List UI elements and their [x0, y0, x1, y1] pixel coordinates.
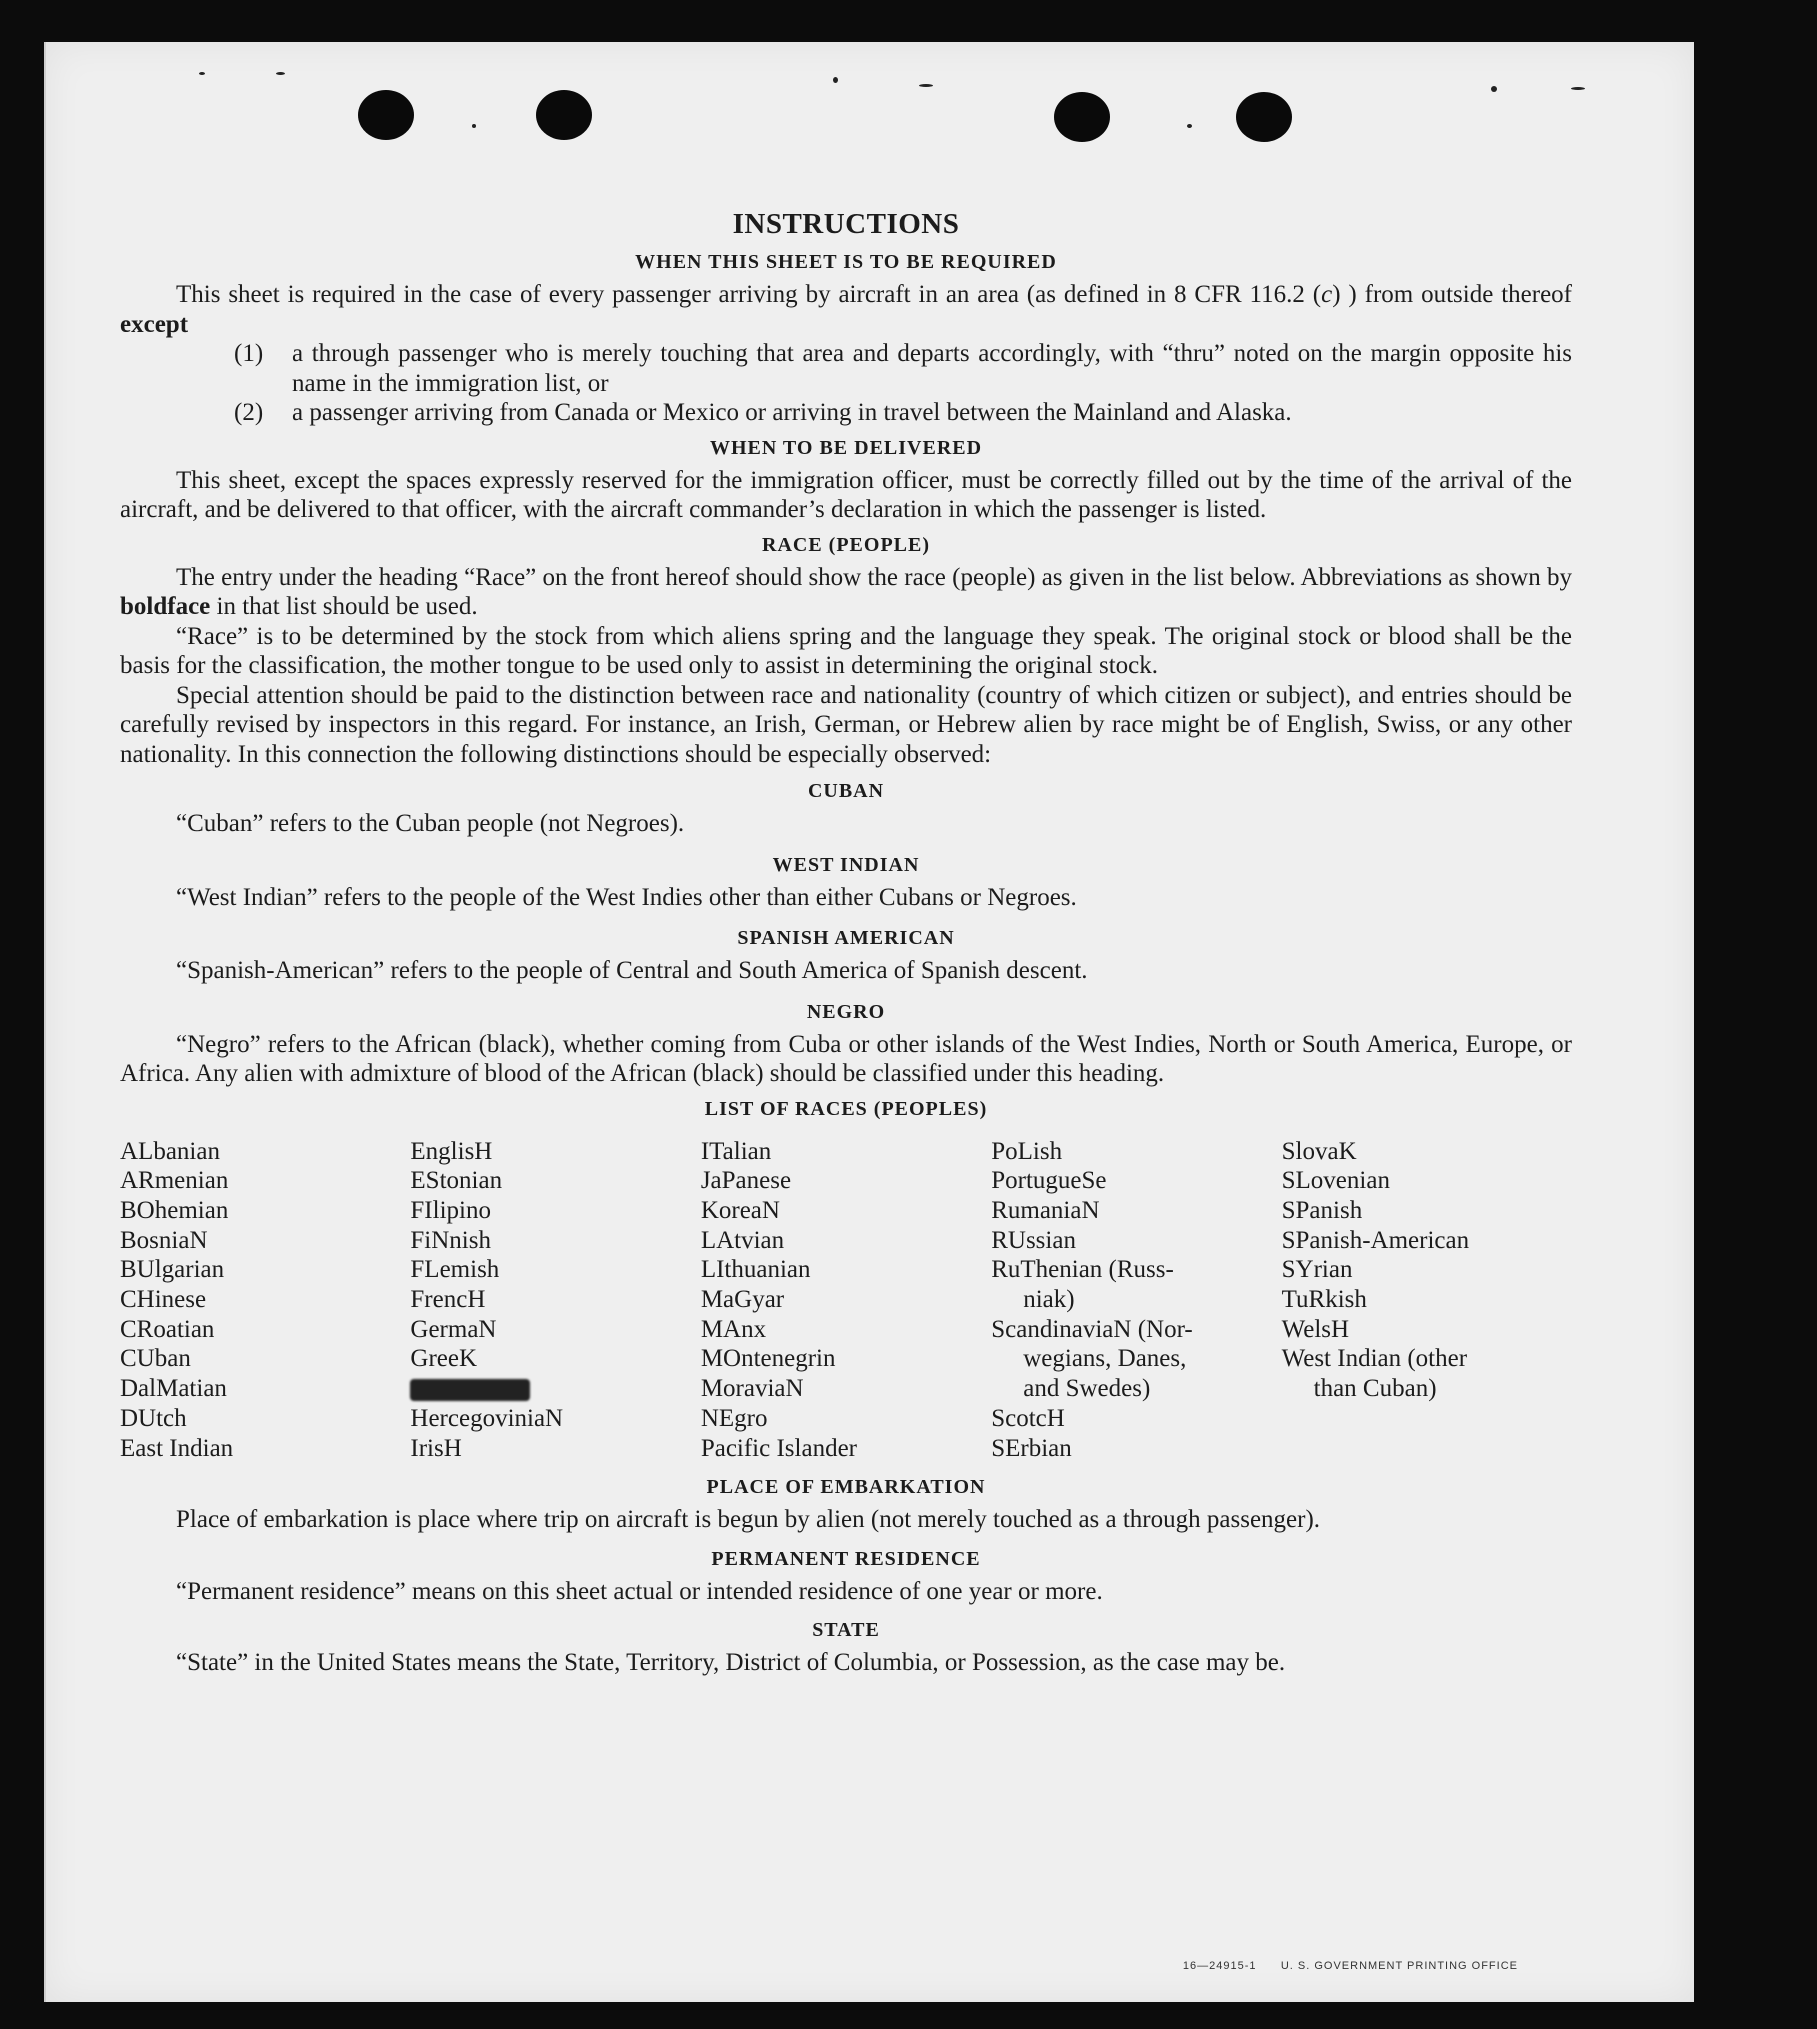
race-item: PortugueSe [991, 1167, 1107, 1195]
race-item: SlovaK [1281, 1137, 1357, 1165]
heading-negro: NEGRO [806, 1000, 886, 1023]
heading-spanish-american: SPANISH AMERICAN [737, 927, 955, 949]
race-item: DalMatian [120, 1375, 227, 1403]
race-item: CHinese [120, 1286, 207, 1314]
race-paragraph-3: Special attention should be paid to the distinction between race and nationality (country of which citizen or subject), and entries should be carefully revised by inspectors in this regard. For instance, an Irish, German, or Hebrew alien by race might be of English, Swiss, or any other nationality. In this connection the following distinctions should be especially observed: [120, 681, 1572, 768]
race-item: SLovenian [1281, 1167, 1390, 1195]
negro-paragraph: “Negro” refers to the African (black), whether coming from Cuba or other islands of the West Indies, North or South America, Europe, or Africa. Any alien with admixture of blood of the African (black) should be classified under this heading. [120, 1030, 1572, 1087]
race-item: SErbian [991, 1434, 1072, 1462]
speck [472, 124, 476, 128]
race-item: MaGyar [700, 1286, 785, 1314]
race-item: East Indian [120, 1434, 234, 1462]
race-item: CRoatian [120, 1315, 215, 1343]
speck [276, 72, 285, 75]
required-paragraph: This sheet is required in the case of every passenger arriving by aircraft in an area (as defined in 8 CFR 116.2 (c) ) from outside thereof except [120, 281, 1572, 338]
heading-cuban: CUBAN [807, 780, 885, 802]
races-column-2 [410, 1137, 700, 1464]
race-item: GreeK [410, 1345, 478, 1373]
redacted-race-item [410, 1374, 700, 1404]
race-item: DUtch [120, 1404, 187, 1432]
race-item: RUssian [991, 1226, 1076, 1254]
races-column-4 [991, 1137, 1281, 1464]
heading-race: RACE (PEOPLE) [762, 533, 930, 556]
race-paragraph-1: The entry under the heading “Race” on the front hereof should show the race (people) as given in the list below. Abbreviations as shown by boldface in that list should be used. [120, 563, 1572, 620]
state-paragraph: “State” in the United States means the State, Territory, District of Columbia, or Possession, as the case may be. [176, 1649, 1286, 1677]
race-item: ITalian [700, 1137, 772, 1165]
race-item: BosniaN [120, 1226, 208, 1254]
cuban-paragraph: “Cuban” refers to the Cuban people (not Negroes). [176, 810, 685, 837]
race-item-continuation: niak) [1023, 1286, 1075, 1314]
embarkation-paragraph: Place of embarkation is place where trip on aircraft is begun by alien (not merely touched as a through passenger). [176, 1506, 1321, 1534]
heading-west-indian: WEST INDIAN [772, 853, 920, 876]
printer-imprint: U. S. GOVERNMENT PRINTING OFFICE [1280, 1960, 1518, 1972]
race-item: WelsH [1281, 1315, 1350, 1343]
speck [833, 77, 838, 83]
speck [1187, 124, 1192, 128]
form-number: 16—24915-1 [1182, 1960, 1257, 1972]
race-item: MOntenegrin [700, 1345, 836, 1373]
races-column-1 [120, 1137, 410, 1464]
races-column-3 [701, 1137, 991, 1464]
page-title: INSTRUCTIONS [732, 208, 960, 240]
race-item: MoraviaN [700, 1375, 804, 1403]
punch-hole [1236, 92, 1292, 142]
race-item: FiNnish [410, 1226, 491, 1254]
race-item: West Indian (other [1281, 1345, 1468, 1373]
speck [199, 72, 205, 75]
heading-list-of-races: LIST OF RACES (PEOPLES) [704, 1097, 988, 1120]
delivered-paragraph: This sheet, except the spaces expressly reserved for the immigration officer, must be correctly filled out by the time of the arrival of the aircraft, and be delivered to that officer, with the aircraft commander’s declaration in which the passenger is listed. [120, 466, 1572, 523]
race-item: LIthuanian [700, 1256, 811, 1284]
redaction-mark [410, 1379, 530, 1401]
race-paragraph-2: “Race” is to be determined by the stock from which aliens spring and the language they speak. The original stock or blood shall be the basis for the classification, the mother tongue to be used only to assist in determining the original stock. [120, 622, 1572, 679]
exception-item-1: (1) a through passenger who is merely touching that area and departs accordingly, with “thru” noted on the margin opposite his name in the immigration list, or [234, 340, 1572, 397]
punch-hole [536, 90, 592, 140]
race-item: ALbanian [120, 1137, 220, 1165]
residence-paragraph: “Permanent residence” means on this sheet actual or intended residence of one year or more. [176, 1577, 1103, 1605]
heading-permanent-residence: PERMANENT RESIDENCE [711, 1547, 981, 1570]
heading-embarkation: PLACE OF EMBARKATION [706, 1476, 986, 1499]
speck [1571, 87, 1585, 90]
form-footer [1183, 1960, 1518, 1972]
heading-state: STATE [812, 1619, 880, 1642]
races-list [120, 1137, 1572, 1464]
race-item-continuation: and Swedes) [1023, 1375, 1151, 1403]
race-item: GermaN [410, 1315, 497, 1343]
races-column-5 [1282, 1137, 1572, 1464]
race-item: EStonian [410, 1167, 503, 1195]
punch-hole [1054, 92, 1110, 142]
race-item: HercegoviniaN [410, 1404, 564, 1432]
race-item: NEgro [700, 1404, 768, 1432]
race-item: SPanish-American [1281, 1226, 1470, 1254]
race-item: BUlgarian [120, 1256, 225, 1284]
race-item: MAnx [700, 1315, 767, 1343]
race-item: ARmenian [120, 1167, 229, 1195]
race-item: KoreaN [700, 1196, 780, 1224]
heading-when-delivered: WHEN TO BE DELIVERED [709, 436, 983, 459]
race-item: IrisH [410, 1434, 462, 1462]
race-item: TuRkish [1281, 1286, 1367, 1314]
race-item-continuation: wegians, Danes, [1023, 1345, 1187, 1373]
race-item: FrencH [410, 1286, 486, 1314]
race-item: ScotcH [991, 1404, 1065, 1432]
heading-when-required: WHEN THIS SHEET IS TO BE REQUIRED [635, 251, 1057, 273]
speck [1491, 86, 1497, 92]
race-item-continuation: than Cuban) [1313, 1375, 1437, 1403]
race-item: SPanish [1281, 1196, 1363, 1224]
instructions-body [120, 206, 1572, 1678]
speck [919, 84, 933, 87]
race-item: SYrian [1281, 1256, 1353, 1284]
race-item: Pacific Islander [700, 1434, 857, 1462]
exception-item-2: (2) a passenger arriving from Canada or Mexico or arriving in travel between the Mainland and Alaska. [234, 399, 1292, 426]
spanish-american-paragraph: “Spanish-American” refers to the people of Central and South America of Spanish descent. [176, 957, 1088, 984]
west-indian-paragraph: “West Indian” refers to the people of the West Indies other than either Cubans or Negroes. [176, 883, 1077, 911]
race-item: FIlipino [410, 1196, 491, 1224]
race-item: CUban [120, 1345, 191, 1373]
race-item: RumaniaN [991, 1196, 1100, 1224]
race-item: FLemish [410, 1256, 500, 1284]
document-page [44, 42, 1694, 2002]
race-item: BOhemian [120, 1196, 229, 1224]
punch-hole [358, 90, 414, 140]
race-item: RuThenian (Russ- [991, 1256, 1174, 1284]
race-item: ScandinaviaN (Nor- [991, 1315, 1193, 1343]
race-item: LAtvian [700, 1226, 785, 1254]
race-item: JaPanese [700, 1167, 792, 1195]
race-item: PoLish [991, 1137, 1063, 1165]
race-item: EnglisH [410, 1137, 493, 1165]
